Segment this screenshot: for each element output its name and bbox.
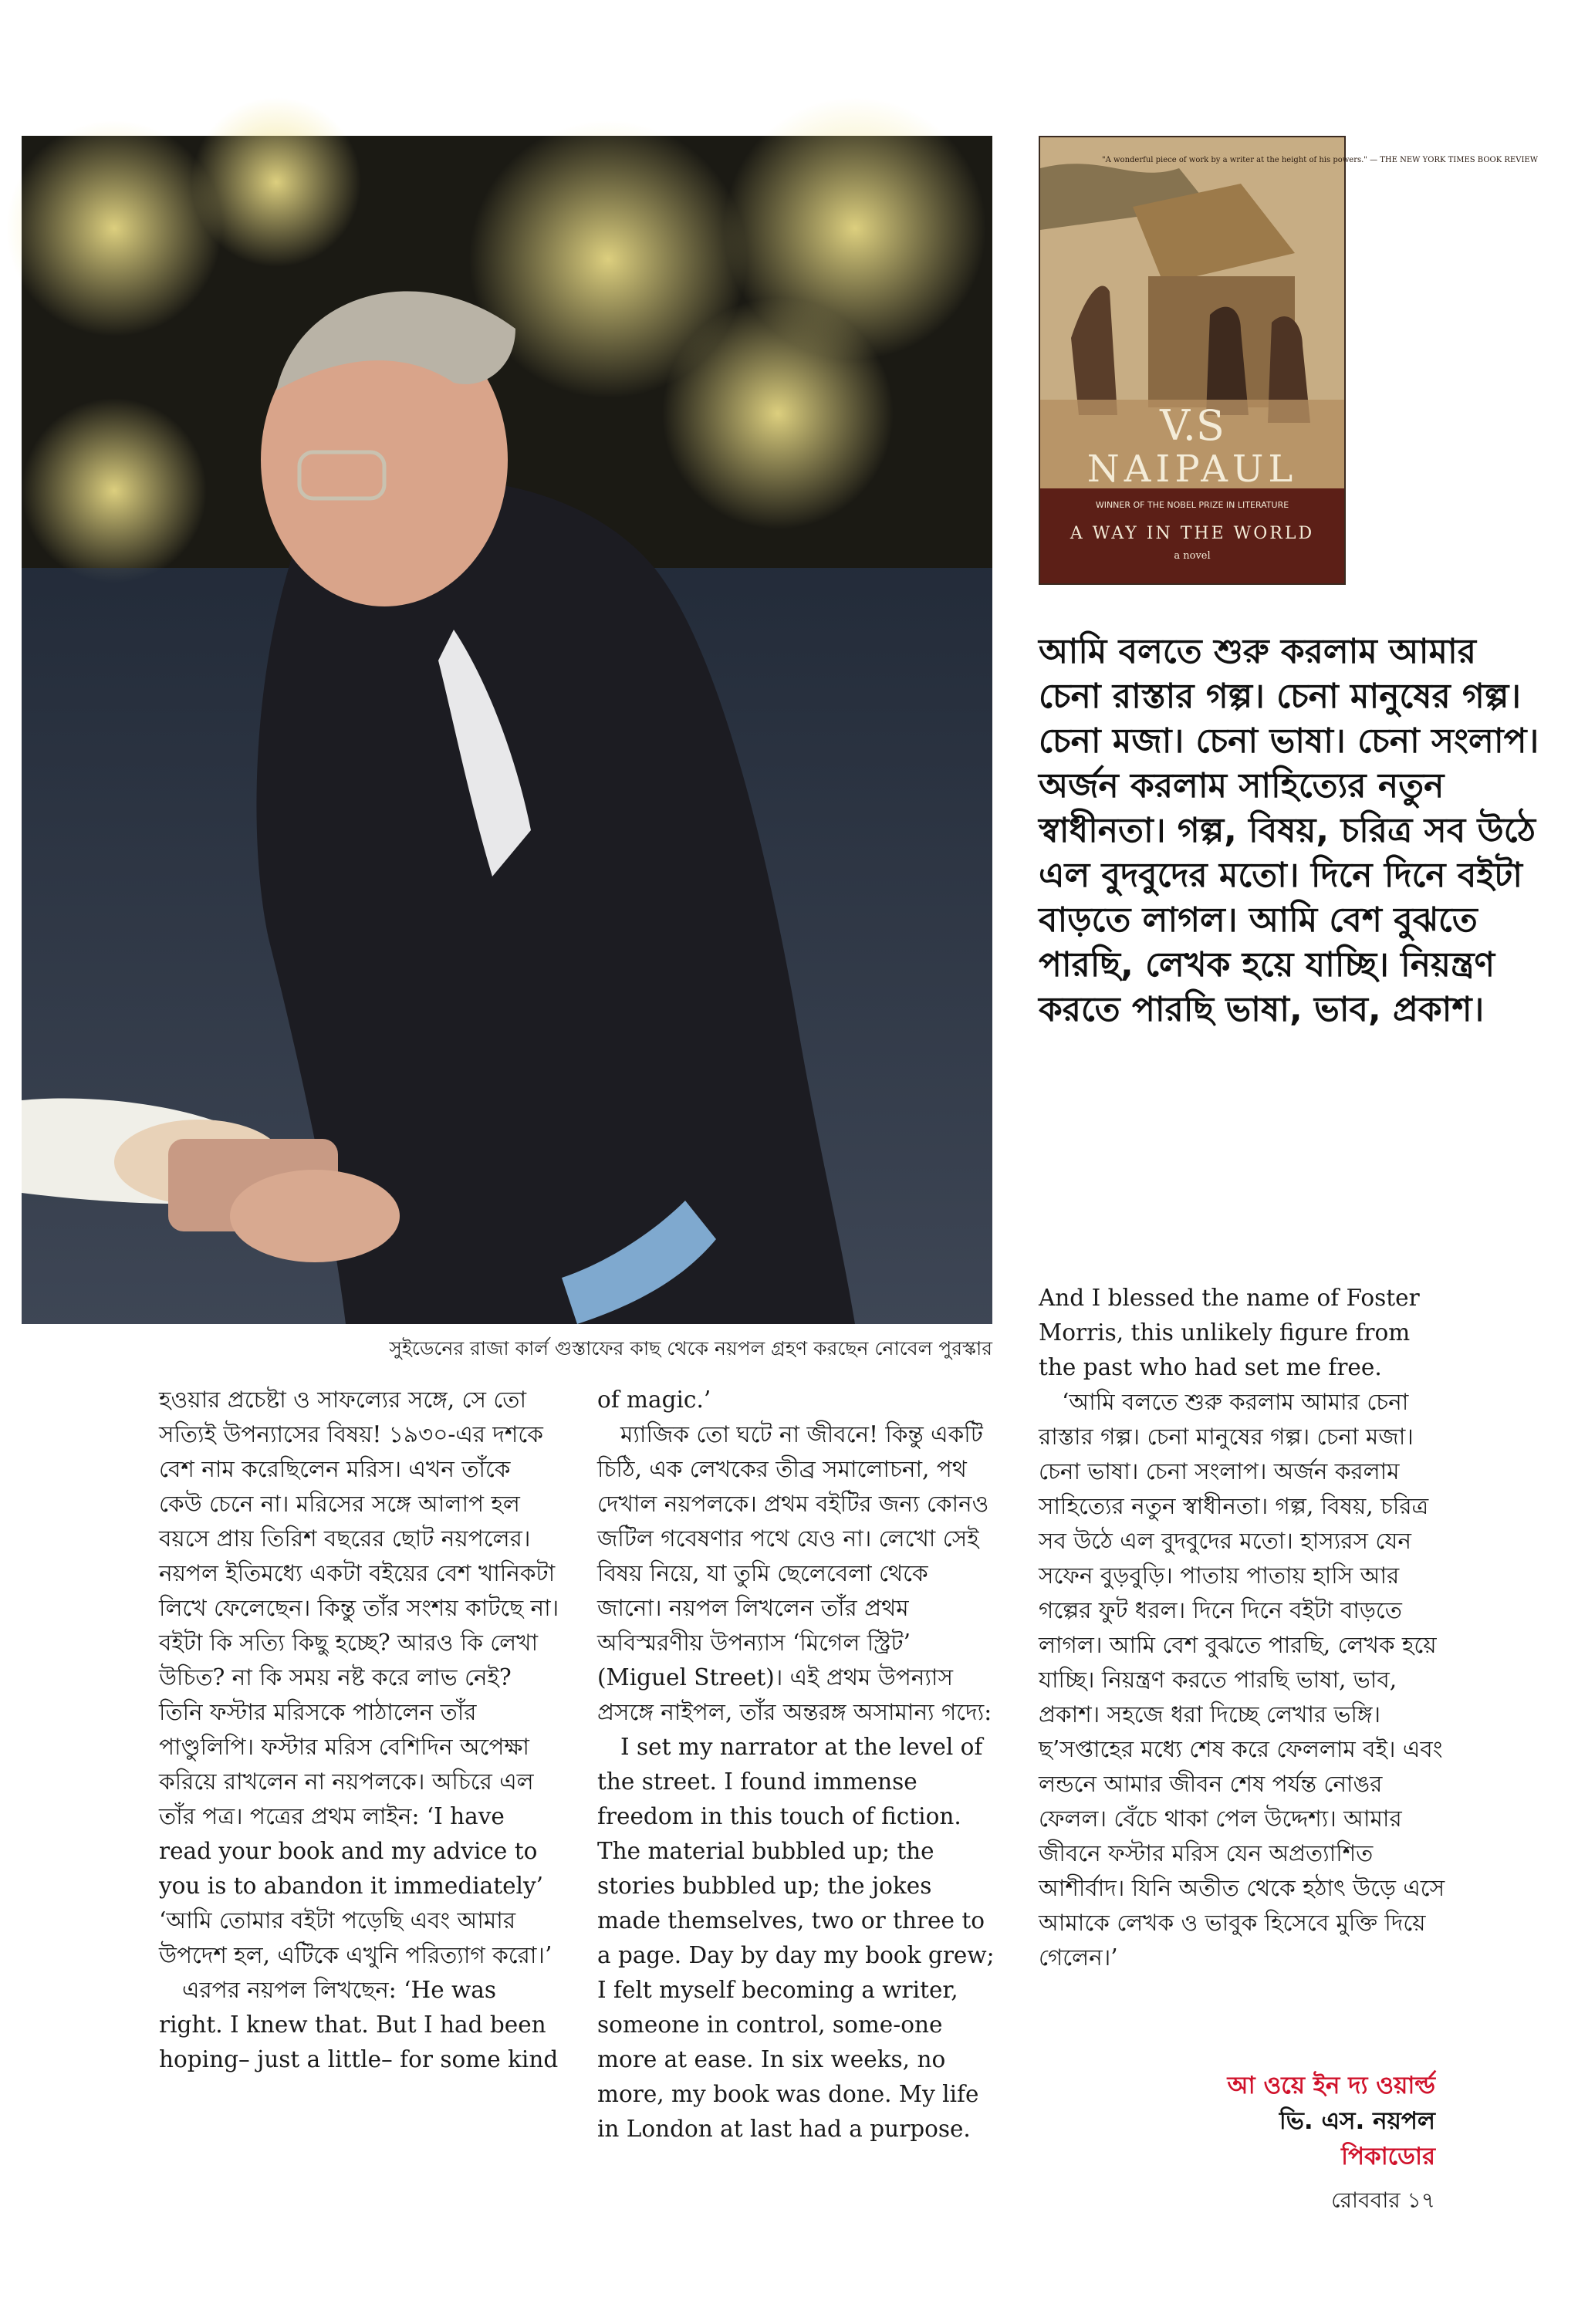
book-credits [1157,2068,1435,2174]
photo-caption: সুইডেনের রাজা কার্ল গুস্তাফের কাছ থেকে নয়পল গ্রহণ করছেন নোবেল পুরস্কার [389,1337,992,1360]
credit-publisher: পিকাডোর [1341,2143,1435,2170]
paragraph: ম্যাজিক তো ঘটে না জীবনে! কিন্তু একটি চিঠি, এক লেখকের তীব্র সমালোচনা, পথ দেখাল নয়পলকে। প্রথম বইটির জন্য কোনও জটিল গবেষণার পথে যেও না। লেখো সেই বিষয় নিয়ে, যা তুমি ছেলেবেলা থেকে জানো। নয়পল লিখলেন তাঁর প্রথম অবিস্মরণীয় উপন্যাস ‘মিগেল স্ট্রিট’ (Miguel Street)। এই প্রথম উপন্যাস প্রসঙ্গে নাইপল, তাঁর অন্তরঙ্গ অসামান্য গদ্যে: [597,1421,992,1725]
cover-subtitle: a novel [1174,550,1211,562]
cover-initials: V.S [1160,401,1225,450]
quoted-paragraph: I set my narrator at the level of the street. I found immense freedom in this touch of fiction. The material bubbled up; the stories bubbled up; the jokes made themselves, two or three to a page. Day by day my book grew; I felt myself becoming a writer, someone in control, some-one more at ease. In six weeks, no more, my book was done. My life in London at last had a purpose. [597,1734,995,2142]
quoted-paragraph: And I blessed the name of Foster Morris, this unlikely figure from the past who had set me free. [1039,1285,1420,1380]
king-presenting-prize-illustration [22,136,992,1324]
article-column-3 [1039,1281,1446,1975]
paragraph: of magic.’ [597,1387,711,1413]
paragraph: হওয়ার প্রচেষ্টা ও সাফল্যের সঙ্গে, সে তো সত্যিই উপন্যাসের বিষয়! ১৯৩০-এর দশকে বেশ নাম করেছিলেন মরিস। এখন তাঁকে কেউ চেনে না। মরিসের সঙ্গে আলাপ হল বয়সে প্রায় তিরিশ বছরের ছোট নয়পলের। নয়পল ইতিমধ্যে একটা বইয়ের বেশ খানিকটা লিখে ফেলেছেন। কিন্তু তাঁর সংশয় কাটছে না। বইটা কি সত্যি কিছু হচ্ছে? আরও কি লেখা উচিত? না কি সময় নষ্ট করে লাভ নেই? তিনি ফস্টার মরিসকে পাঠালেন তাঁর পাণ্ডুলিপি। ফস্টার মরিস বেশিদিন অপেক্ষা করিয়ে রাখলেন না নয়পলকে। অচিরে এল তাঁর পত্র। পত্রের প্রথম লাইন: ‘I have read your book and my advice to you is to abandon it immediately’ ‘আমি তোমার বইটা পড়েছি এবং আমার উপদেশ হল, এটিকে এখুনি পরিত্যাগ করো।’ [159,1387,559,1968]
pull-quote: আমি বলতে শুরু করলাম আমার চেনা রাস্তার গল্প। চেনা মানুষের গল্প। চেনা মজা। চেনা ভাষা। চেনা সংলাপ। অর্জন করলাম সাহিত্যের নতুন স্বাধীনতা। গল্প, বিষয়, চরিত্র সব উঠে এল বুদবুদের মতো। দিনে দিনে বইটা বাড়তে লাগল। আমি বেশ বুঝতে পারছি, লেখক হয়ে যাচ্ছি। নিয়ন্ত্রণ করতে পারছি ভাষা, ভাব, প্রকাশ। [1039,632,1539,1029]
article-column-1 [159,1383,560,2077]
credit-book-title: আ ওয়ে ইন দ্য ওয়ার্ল্ড [1227,2072,1435,2099]
page-folio: রোববার ১৭ [1331,2187,1435,2213]
cover-title: A WAY IN THE WORLD [1070,524,1315,543]
book-cover [1039,136,1538,585]
main-photo [22,136,992,1324]
cover-award: WINNER OF THE NOBEL PRIZE IN LITERATURE [1095,500,1289,510]
paragraph: এরপর নয়পল লিখছেন: ‘He was right. I knew that. But I had been hoping– just a little– for some kind [159,1977,559,2072]
paragraph: ‘আমি বলতে শুরু করলাম আমার চেনা রাস্তার গল্প। চেনা মানুষের গল্প। চেনা মজা। চেনা ভাষা। চেনা সংলাপ। অর্জন করলাম সাহিত্যের নতুন স্বাধীনতা। গল্প, বিষয়, চরিত্র সব উঠে এল বুদবুদের মতো। হাস্যরস যেন সফেন বুড়বুড়ি। পাতায় পাতায় হাসি আর গল্পের ফুট ধরল। দিনে দিনে বইটা বাড়তে লাগল। আমি বেশ বুঝতে পারছি, লেখক হয়ে যাচ্ছি। নিয়ন্ত্রণ করতে পারছি ভাষা, ভাব, প্রকাশ। সহজে ধরা দিচ্ছে লেখার ভঙ্গি। ছ’সপ্তাহের মধ্যে শেষ করে ফেললাম বই। এবং লন্ডনে আমার জীবন শেষ পর্যন্ত নোঙর ফেলল। বেঁচে থাকা পেল উদ্দেশ্য। আমার জীবনে ফস্টার মরিস যেন অপ্রত্যাশিত আশীর্বাদ। যিনি অতীত থেকে হঠাৎ উড়ে এসে আমাকে লেখক ও ভাবুক হিসেবে মুক্তি দিয়ে গেলেন।’ [1039,1389,1445,1971]
cover-blurb: "A wonderful piece of work by a writer at the height of his powers." — THE NEW YORK TIMES BOOK REVIEW [1102,156,1538,164]
cover-author: NAIPAUL [1086,448,1298,491]
credit-author: ভি. এস. নয়পল [1279,2107,1435,2135]
book-cover-art [1040,137,1538,583]
article-column-2 [597,1383,999,2147]
